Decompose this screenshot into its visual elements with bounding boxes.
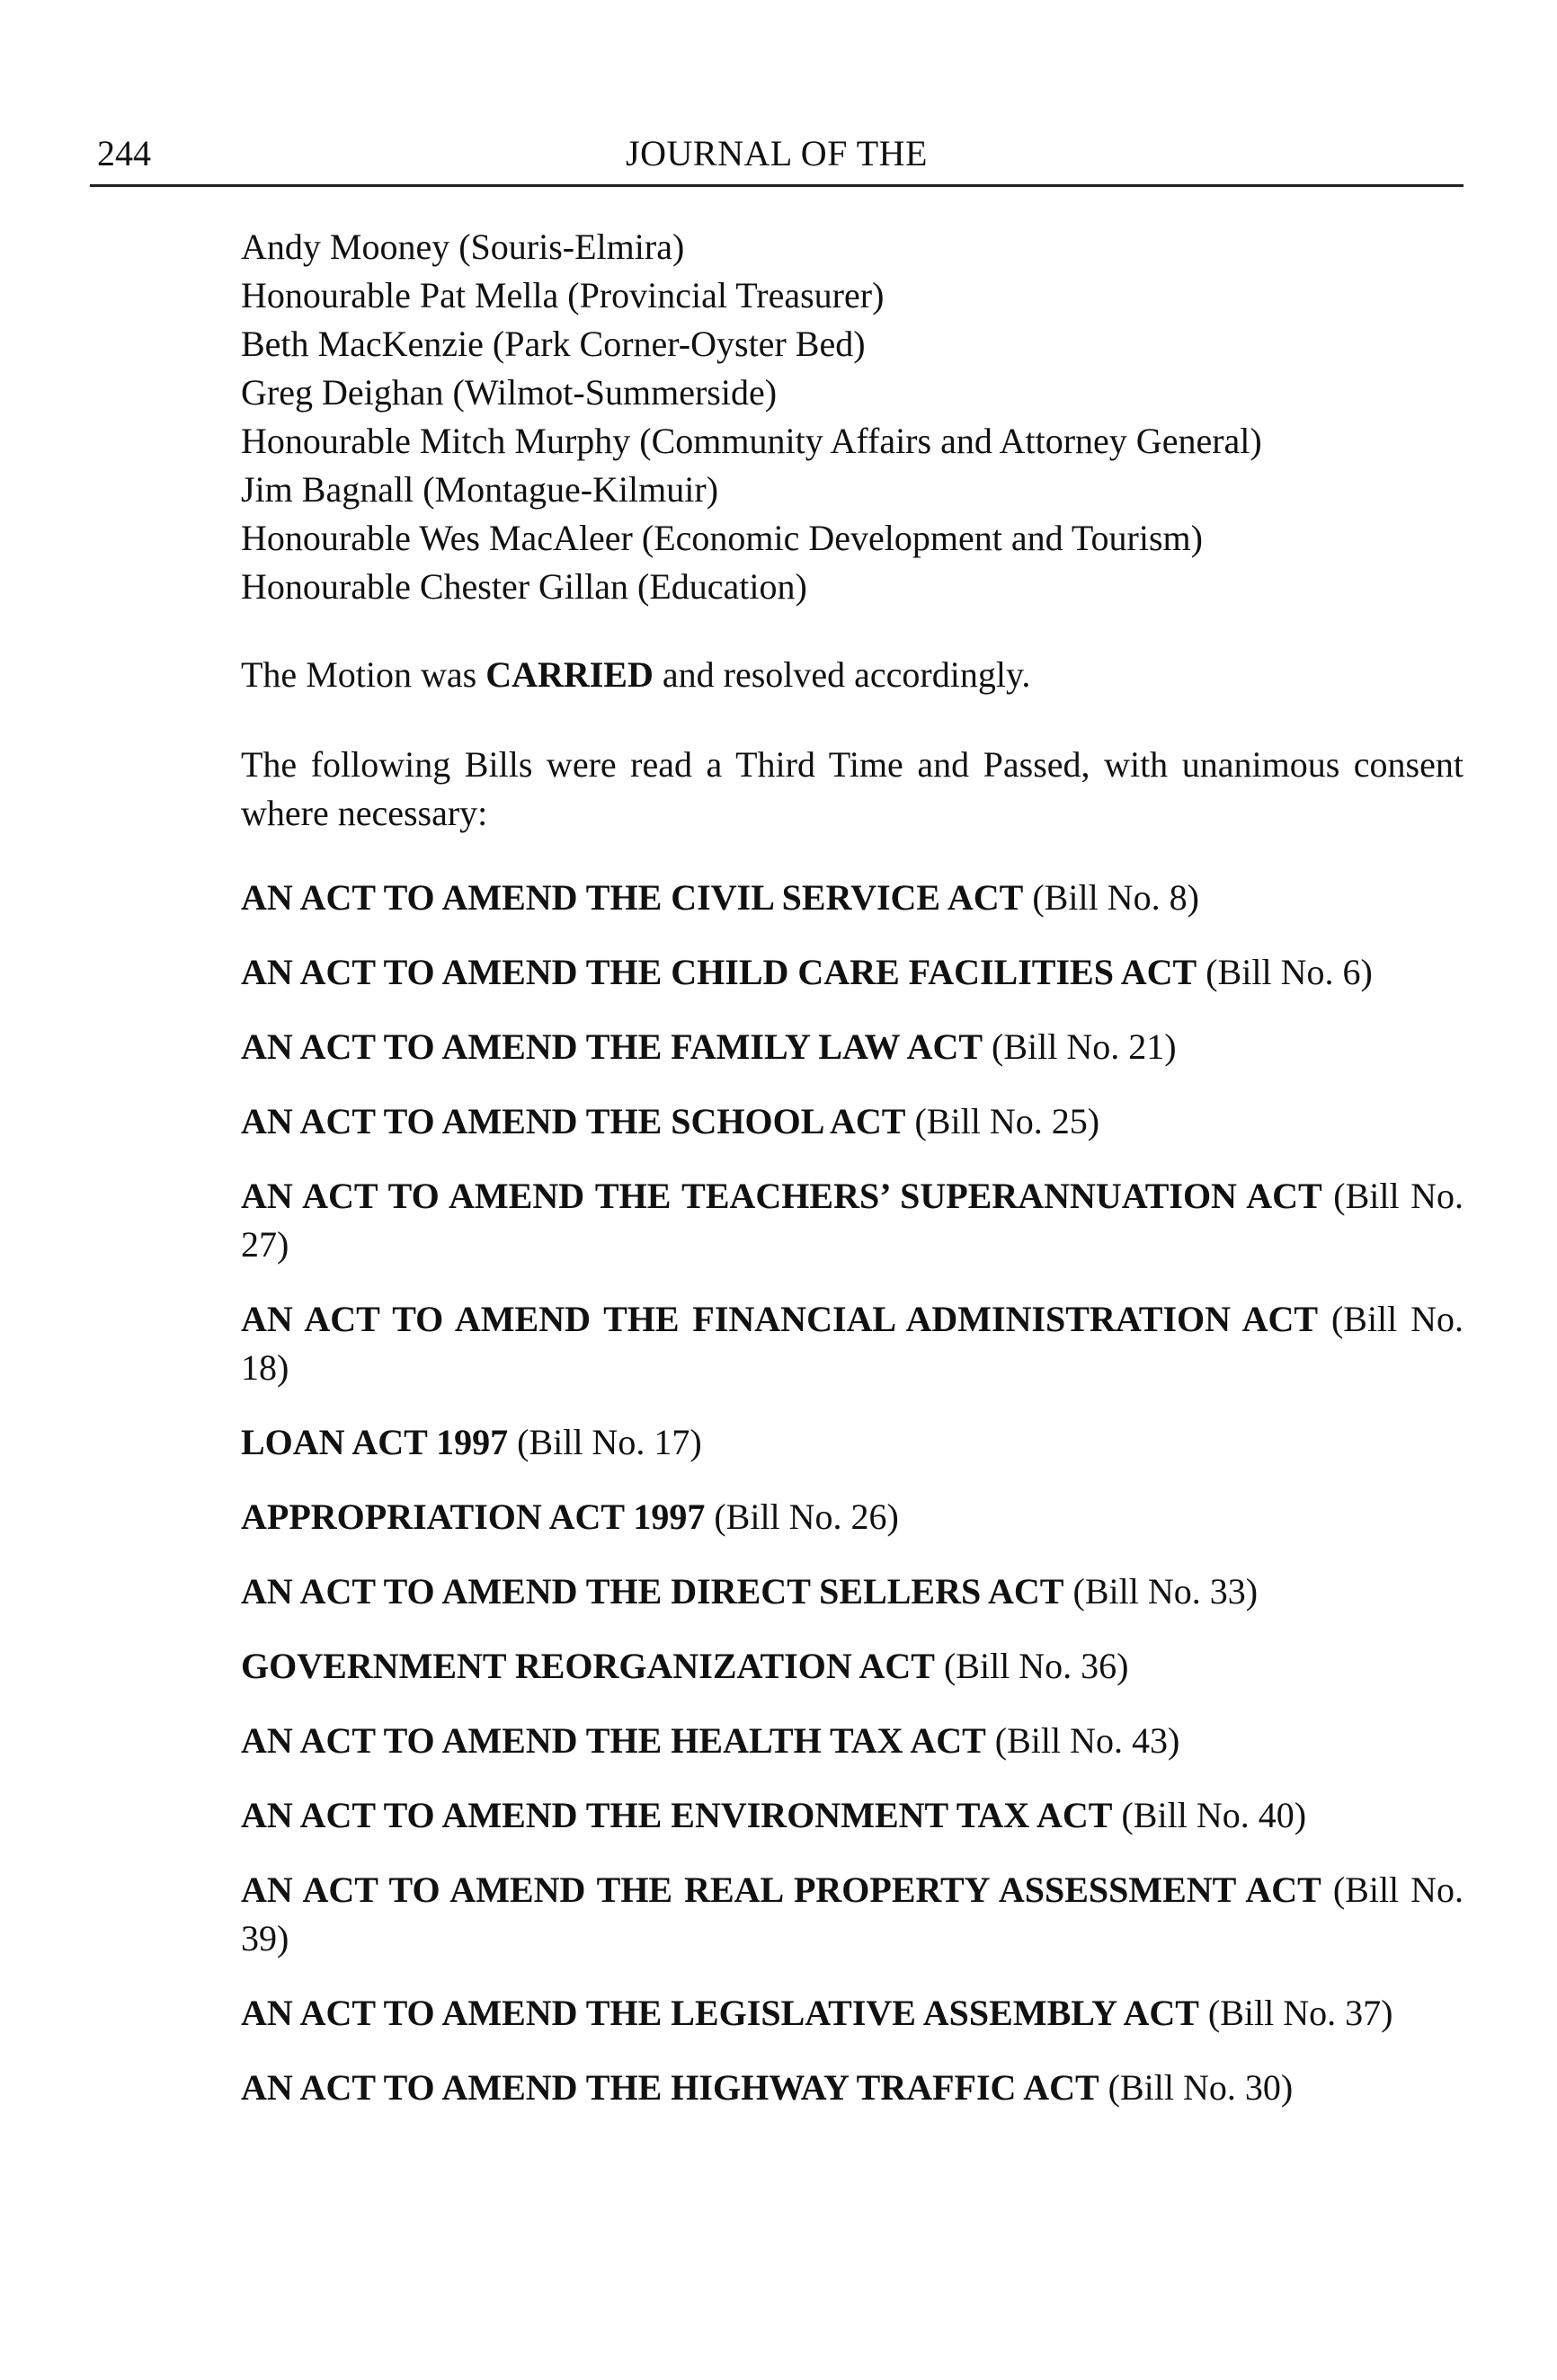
bill-title: AN ACT TO AMEND THE FINANCIAL ADMINISTRATION ACT — [241, 1299, 1319, 1339]
member-line: Honourable Chester Gillan (Education) — [241, 566, 807, 607]
member-line: Honourable Pat Mella (Provincial Treasurer) — [241, 275, 885, 315]
motion-carried: CARRIED — [485, 654, 654, 695]
bill-item — [241, 874, 1464, 922]
bill-item — [241, 1418, 1464, 1467]
bill-title: AN ACT TO AMEND THE TEACHERS’ SUPERANNUATION ACT — [241, 1176, 1322, 1216]
page-header — [90, 126, 1464, 182]
bill-number: (Bill No. 25) — [914, 1101, 1100, 1141]
bill-number: (Bill No. 27) — [241, 1176, 1464, 1265]
header-rule — [90, 184, 1464, 187]
bill-list — [241, 874, 1464, 2112]
member-line: Greg Deighan (Wilmot-Summerside) — [241, 372, 778, 413]
bill-item — [241, 1791, 1464, 1840]
bill-number: (Bill No. 26) — [714, 1496, 899, 1537]
bill-title: AN ACT TO AMEND THE HEALTH TAX ACT — [241, 1720, 986, 1761]
bill-item — [241, 1097, 1464, 1146]
page-number: 244 — [97, 133, 151, 173]
bill-number: (Bill No. 6) — [1206, 952, 1373, 992]
bill-title: AN ACT TO AMEND THE LEGISLATIVE ASSEMBLY ACT — [241, 1993, 1199, 2033]
motion-text-after: and resolved accordingly. — [653, 654, 1031, 695]
bill-item — [241, 1989, 1464, 2038]
bill-number: (Bill No. 39) — [241, 1869, 1464, 1958]
running-head: JOURNAL OF THE — [626, 133, 928, 173]
bill-item — [241, 1172, 1464, 1269]
bill-number: (Bill No. 8) — [1032, 877, 1199, 918]
motion-result — [241, 651, 1464, 699]
bill-item — [241, 1023, 1464, 1071]
bill-item — [241, 1567, 1464, 1616]
bills-intro: The following Bills were read a Third Time and Passed, with unanimous consent where necessary: — [241, 744, 1464, 833]
bill-item — [241, 2064, 1464, 2112]
bill-title: AN ACT TO AMEND THE CHILD CARE FACILITIES ACT — [241, 952, 1197, 992]
bill-item — [241, 948, 1464, 997]
bill-item — [241, 1295, 1464, 1392]
bill-number: (Bill No. 40) — [1121, 1795, 1307, 1835]
member-line: Andy Mooney (Souris-Elmira) — [241, 226, 685, 267]
member-line: Beth MacKenzie (Park Corner-Oyster Bed) — [241, 324, 866, 364]
bill-item — [241, 1717, 1464, 1765]
bill-number: (Bill No. 37) — [1207, 1993, 1393, 2033]
bill-item — [241, 1642, 1464, 1691]
bill-title: AN ACT TO AMEND THE SCHOOL ACT — [241, 1101, 906, 1141]
bill-number: (Bill No. 18) — [241, 1299, 1464, 1388]
bill-number: (Bill No. 21) — [992, 1026, 1177, 1067]
bill-title: AN ACT TO AMEND THE DIRECT SELLERS ACT — [241, 1571, 1064, 1612]
bill-item — [241, 1866, 1464, 1963]
bill-number: (Bill No. 33) — [1072, 1571, 1259, 1612]
page-content — [241, 223, 1464, 2112]
bill-title: APPROPRIATION ACT 1997 — [241, 1496, 706, 1537]
bill-number: (Bill No. 17) — [517, 1422, 702, 1462]
bill-title: GOVERNMENT REORGANIZATION ACT — [241, 1646, 935, 1686]
member-line: Honourable Mitch Murphy (Community Affairs and Attorney General) — [241, 421, 1262, 461]
bill-title: AN ACT TO AMEND THE HIGHWAY TRAFFIC ACT — [241, 2067, 1099, 2108]
bill-title: AN ACT TO AMEND THE CIVIL SERVICE ACT — [241, 877, 1024, 918]
bill-number: (Bill No. 30) — [1108, 2067, 1294, 2108]
bill-number: (Bill No. 36) — [943, 1646, 1129, 1686]
member-line: Honourable Wes MacAleer (Economic Development and Tourism) — [241, 518, 1203, 558]
bill-title: AN ACT TO AMEND THE FAMILY LAW ACT — [241, 1026, 983, 1067]
motion-text-before: The Motion was — [241, 654, 486, 695]
member-list — [241, 223, 1464, 611]
bill-number: (Bill No. 43) — [994, 1720, 1180, 1761]
bill-item — [241, 1493, 1464, 1541]
bill-title: AN ACT TO AMEND THE ENVIRONMENT TAX ACT — [241, 1795, 1113, 1835]
member-line: Jim Bagnall (Montague-Kilmuir) — [241, 469, 719, 510]
bill-title: LOAN ACT 1997 — [241, 1422, 509, 1462]
bill-title: AN ACT TO AMEND THE REAL PROPERTY ASSESSMENT ACT — [241, 1869, 1321, 1910]
